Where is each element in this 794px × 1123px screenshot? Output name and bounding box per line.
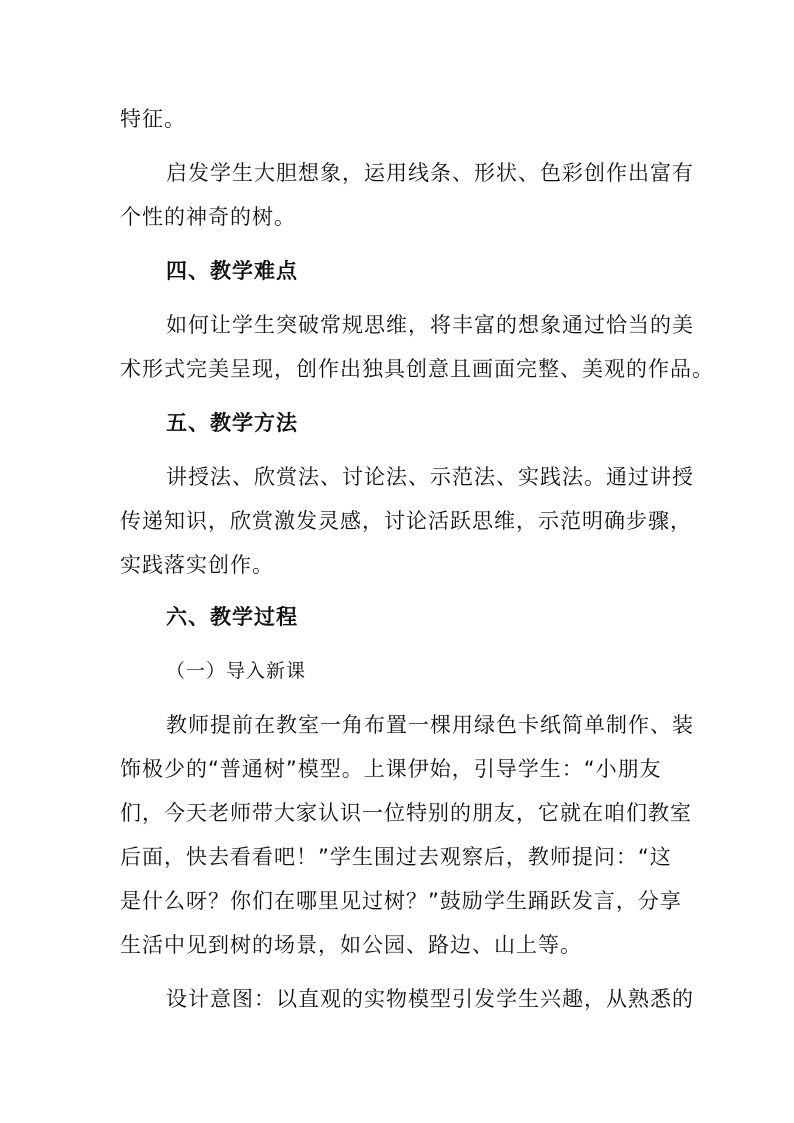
section-heading-methods: 五、教学方法 xyxy=(166,411,298,435)
subsection-heading-intro: （一）导入新课 xyxy=(166,660,307,682)
paragraph-line: 们，今天老师带大家认识一位特别的朋友，它就在咱们教室 xyxy=(120,801,692,825)
section-heading-difficulties: 四、教学难点 xyxy=(166,259,298,283)
paragraph-line: 启发学生大胆想象，运用线条、形状、色彩创作出富有 xyxy=(166,161,694,185)
paragraph-line: 传递知识，欣赏激发灵感，讨论活跃思维，示范明确步骤， xyxy=(120,509,692,533)
paragraph-line: 教师提前在教室一角布置一棵用绿色卡纸简单制作、装 xyxy=(166,713,694,737)
paragraph-line: 特征。 xyxy=(120,107,186,131)
paragraph-line: 生活中见到树的场景，如公园、路边、山上等。 xyxy=(120,933,582,957)
paragraph-line: 讲授法、欣赏法、讨论法、示范法、实践法。通过讲授 xyxy=(166,465,694,489)
paragraph-line: 是什么呀？你们在哪里见过树？”鼓励学生踊跃发言，分享 xyxy=(120,889,682,913)
paragraph-line: 个性的神奇的树。 xyxy=(120,205,296,229)
paragraph-line: 如何让学生突破常规思维，将丰富的想象通过恰当的美 xyxy=(166,313,694,337)
paragraph-line: 后面，快去看看吧！”学生围过去观察后，教师提问：“这 xyxy=(120,845,672,869)
paragraph-line: 设计意图：以直观的实物模型引发学生兴趣，从熟悉的 xyxy=(166,987,694,1011)
paragraph-line: 实践落实创作。 xyxy=(120,553,274,577)
paragraph-line: 术形式完美呈现，创作出独具创意且画面完整、美观的作品。 xyxy=(120,357,714,381)
section-heading-process: 六、教学过程 xyxy=(166,605,298,629)
paragraph-line: 饰极少的“普通树”模型。上课伊始，引导学生：“小朋友 xyxy=(120,757,662,781)
